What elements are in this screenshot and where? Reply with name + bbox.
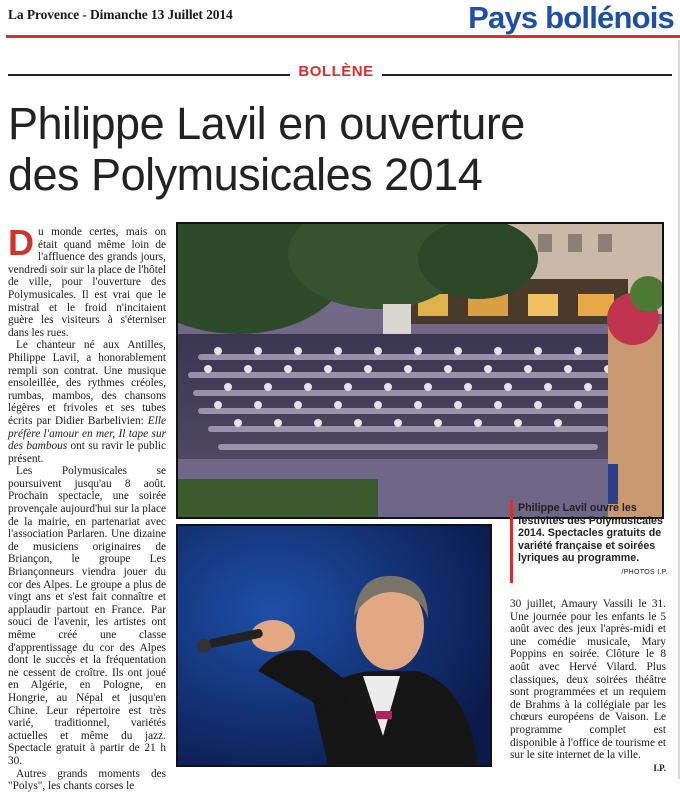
photo-caption — [518, 502, 668, 580]
headline-line-2: des Polymusicales 2014 — [8, 149, 483, 200]
paragraph-2: Le chanteur né aux Antilles, Philippe Lavil, a honorablement rempli son contrat. Une musique ensoleillée, des rythmes créoles, rumbas, mambos, des chansons légères et frivoles et ses tubes écrits par Didier Barbelivien: Elle préfère l'amour en mer, Il tape sur des bambous ont su ravir le public présent. — [8, 339, 166, 465]
paragraph-1: Du monde certes, mais on était quand même loin de l'affluence des grands jours, vendredi soir sur la place de l'hôtel de ville, pour l'ouverture des Polymusicales. Il est vrai que le mistral et le froid n'incitaient guère les visiteurs à s'éterniser dans les rues. — [8, 222, 166, 339]
paragraph-5: 30 juillet, Amaury Vassili le 31. Une journée pour les enfants le 5 août avec des jeux l'après-midi et une comédie musicale, Mary Poppins en soirée. Clôture le 8 août avec Hervé Vilard. Plus classiques, deux soirées théâtre sont programmées et un requiem de Brahms à la collégiale par les chœurs européens de Vaison. Le programme complet est disponible à l'office de tourisme et sur le site internet de la ville. — [510, 598, 666, 762]
headline-line-1: Philippe Lavil en ouverture — [8, 98, 525, 149]
kicker-rule-right — [382, 74, 672, 76]
publication-date: La Provence - Dimanche 13 Juillet 2014 — [8, 7, 233, 22]
kicker-rule-left — [8, 74, 290, 76]
caption-rule — [510, 500, 513, 583]
photo-credit: /PHOTOS I.P. — [621, 568, 668, 576]
concert-crowd-photo — [176, 222, 664, 519]
caption-text: Philippe Lavil ouvre les festivités des Polymusicales 2014. Spectacles gratuits de variété française et soirées lyriques au programme. — [518, 502, 663, 565]
article-column-1 — [8, 222, 166, 793]
author-signature: I.P. — [653, 762, 666, 773]
song-titles: Elle préfère l'amour en mer, Il tape sur des bambous — [8, 414, 166, 453]
singer-photo — [176, 524, 492, 767]
kicker-label: BOLLÈNE — [298, 63, 374, 80]
headline — [8, 98, 668, 200]
section-title: Pays bollénois — [468, 0, 674, 35]
paragraph-4: Autres grands moments des "Polys", les chants corses le — [8, 767, 166, 793]
masthead-rule — [6, 35, 680, 38]
paragraph-3: Les Polymusicales se poursuivent jusqu'au 8 août. Prochain spectacle, une soirée provençale aujourd'hui sur la place de la mairie, en partenariat avec l'association Parlaren. Une dizaine de musiciens originaires de Briançon, le groupe Les Briançonneurs viendra jouer du cor des Alpes. Le groupe a plus de vingt ans et s'est fait connaître et applaudir partout en France. Par souci de l'avenir, les artistes ont même créé une classe d'apprentissage du cor des Alpes dont le succès et la fréquentation ne cessent de croître. Ils ont joué en Algérie, en Pologne, en Hongrie, au Népal et jusqu'en Chine. Leur répertoire est très varié, traditionnel, variétés actuelles et même du jazz. Spectacle gratuit à partir de 21 h 30. — [8, 465, 166, 767]
article-column-3 — [510, 598, 666, 774]
drop-cap: D — [8, 222, 34, 263]
